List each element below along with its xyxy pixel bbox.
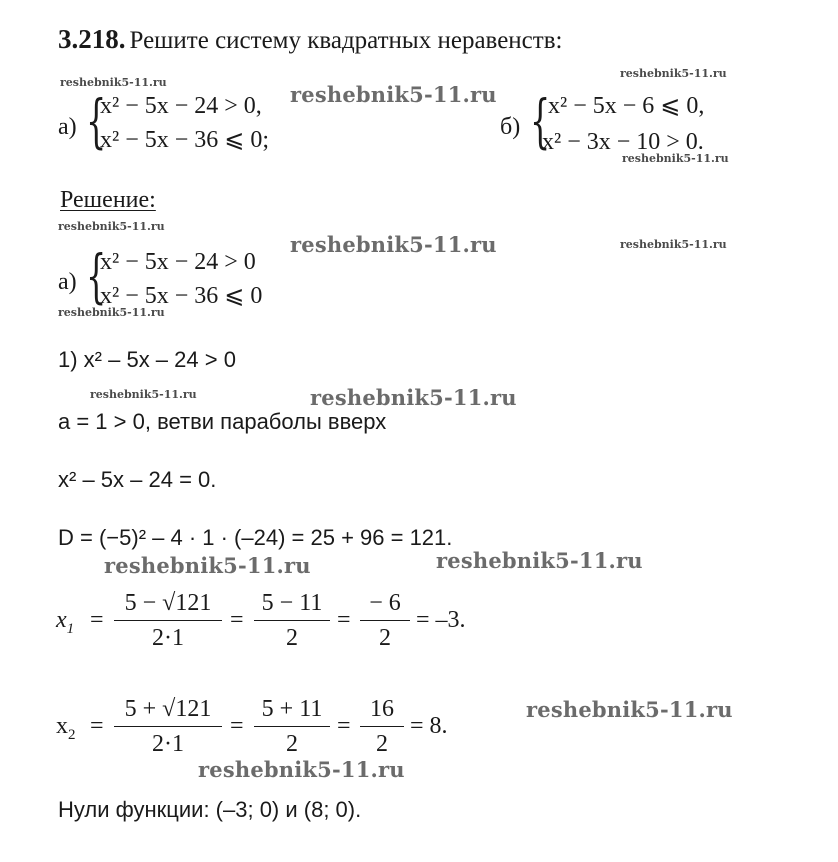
watermark-small: reshebnik5-11.ru (58, 220, 165, 233)
equals-sign: = (230, 607, 244, 633)
fraction-denominator: 2 (286, 731, 298, 757)
solution-a-line2: x² − 5x − 36 ⩽ 0 (100, 283, 263, 309)
x2-result: = 8. (410, 713, 448, 739)
fraction-numerator: 5 − 11 (261, 590, 323, 616)
fraction-bar (114, 620, 222, 621)
solution-a-line1: x² − 5x − 24 > 0 (100, 249, 256, 275)
left-brace: { (530, 87, 551, 155)
fraction-bar (360, 726, 404, 727)
fraction-numerator: 5 − √121 (124, 590, 212, 616)
function-zeros: Нули функции: (–3; 0) и (8; 0). (58, 797, 362, 822)
watermark: reshebnik5-11.ru (198, 757, 405, 782)
fraction-numerator: 16 (370, 696, 394, 722)
equals-sign: = (90, 713, 104, 739)
watermark: reshebnik5-11.ru (290, 232, 497, 257)
fraction-numerator: 5 + √121 (124, 696, 212, 722)
fraction-denominator: 2·1 (152, 731, 184, 757)
watermark: reshebnik5-11.ru (104, 553, 311, 578)
problem-a-line1: x² − 5x − 24 > 0, (100, 93, 262, 119)
fraction-bar (254, 620, 330, 621)
x1-fraction-1 (114, 588, 222, 653)
equals-sign: = (337, 713, 351, 739)
quadratic-equation: x² – 5x – 24 = 0. (58, 467, 217, 492)
x1-result: = –3. (416, 607, 466, 633)
x2-fraction-2 (254, 694, 330, 759)
watermark-small: reshebnik5-11.ru (90, 388, 197, 401)
step-1: 1) x² – 5x – 24 > 0 (58, 347, 236, 372)
x2-fraction-1 (114, 694, 222, 759)
problem-number: 3.218. (58, 24, 126, 54)
fraction-denominator: 2 (376, 731, 388, 757)
equals-sign: = (230, 713, 244, 739)
x1-fraction-2 (254, 588, 330, 653)
x1-variable: $x_1$ (56, 607, 75, 637)
watermark: reshebnik5-11.ru (290, 82, 497, 107)
problem-a-label: а) (58, 114, 77, 140)
watermark-small: reshebnik5-11.ru (620, 238, 727, 251)
fraction-bar (360, 620, 410, 621)
problem-b-line2: x² − 3x − 10 > 0. (542, 129, 704, 155)
equals-sign: = (337, 607, 351, 633)
problem-b-line1: x² − 5x − 6 ⩽ 0, (548, 93, 705, 119)
problem-a-line2: x² − 5x − 36 ⩽ 0; (100, 127, 270, 153)
problem-b-label: б) (500, 114, 521, 140)
watermark-small: reshebnik5-11.ru (620, 67, 727, 80)
solution-a-label: а) (58, 269, 77, 295)
watermark: reshebnik5-11.ru (436, 548, 643, 573)
fraction-numerator: 5 + 11 (261, 696, 323, 722)
left-brace: { (86, 242, 107, 310)
branches-text: a = 1 > 0, ветви параболы вверх (58, 409, 387, 434)
x2-fraction-3 (360, 694, 404, 759)
watermark-small: reshebnik5-11.ru (60, 76, 167, 89)
x1-fraction-3 (360, 588, 410, 653)
discriminant: D = (−5)² – 4 · 1 · (–24) = 25 + 96 = 121. (58, 525, 453, 550)
watermark-small: reshebnik5-11.ru (622, 152, 729, 165)
problem-statement: Решите систему квадратных неравенств: (129, 27, 563, 54)
watermark-small: reshebnik5-11.ru (58, 306, 165, 319)
x2-variable: $x_2$ (56, 713, 76, 743)
left-brace: { (86, 87, 107, 155)
equals-sign: = (90, 607, 104, 633)
problem-heading (58, 24, 562, 55)
fraction-numerator: − 6 (369, 590, 401, 616)
fraction-bar (114, 726, 222, 727)
fraction-denominator: 2·1 (152, 625, 184, 651)
fraction-denominator: 2 (379, 625, 391, 651)
solution-heading: Решение: (60, 187, 156, 213)
watermark: reshebnik5-11.ru (526, 697, 733, 722)
watermark: reshebnik5-11.ru (310, 385, 517, 410)
fraction-bar (254, 726, 330, 727)
fraction-denominator: 2 (286, 625, 298, 651)
